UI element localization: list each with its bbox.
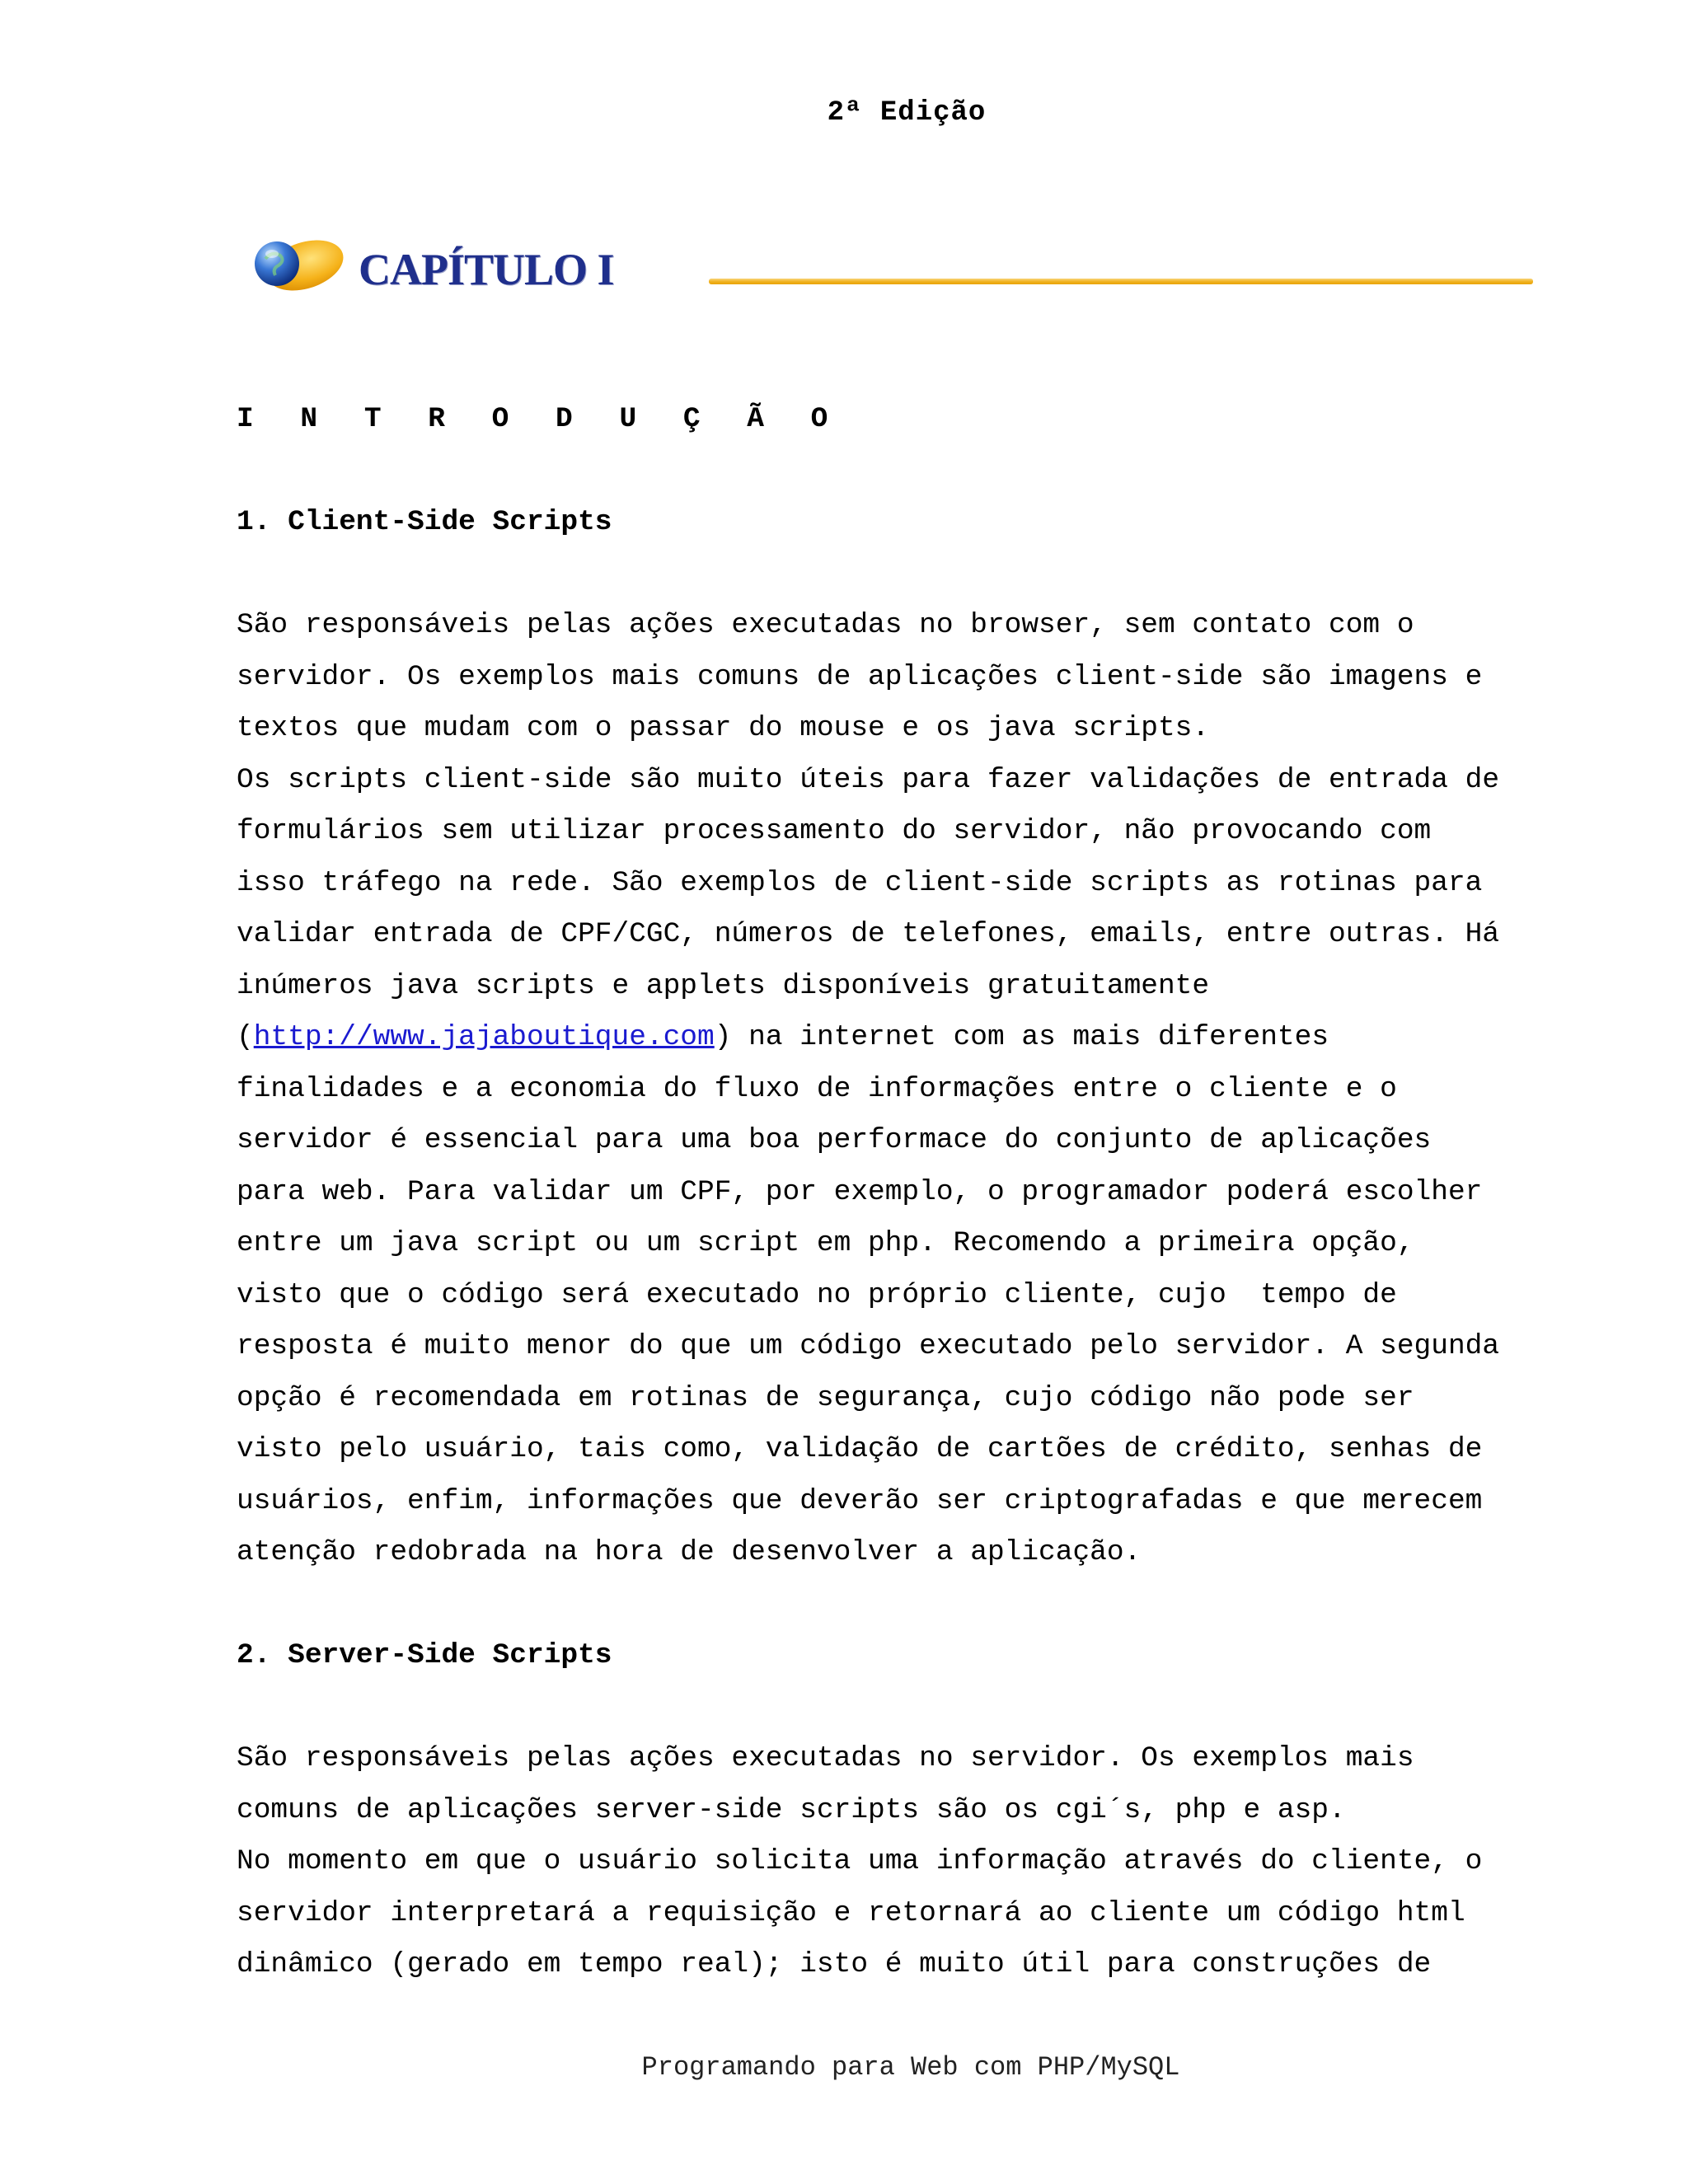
open-paren: ( [237, 1021, 254, 1053]
section-2-body [237, 1733, 1638, 1991]
paragraph-line: formulários sem utilizar processamento do servidor, não provocando com [237, 815, 1432, 847]
paragraph-line: servidor interpretará a requisição e retornará ao cliente um código html [237, 1896, 1465, 1929]
paragraph-line: São responsáveis pelas ações executadas no servidor. Os exemplos mais [237, 1742, 1414, 1774]
paragraph-line: usuários, enfim, informações que deverão ser criptografadas e que merecem [237, 1484, 1483, 1517]
paragraph-line: visto pelo usuário, tais como, validação de cartões de crédito, senhas de [237, 1433, 1483, 1465]
paragraph-line: opção é recomendada em rotinas de segurança, cujo código não pode ser [237, 1381, 1414, 1414]
paragraph-line: visto que o código será executado no próprio cliente, cujo tempo de [237, 1278, 1397, 1311]
jajaboutique-link[interactable]: http://www.jajaboutique.com [253, 1021, 715, 1053]
section-2-heading: 2. Server-Side Scripts [237, 1639, 612, 1671]
section-1-heading: 1. Client-Side Scripts [237, 506, 612, 538]
paragraph-line: servidor. Os exemplos mais comuns de aplicações client-side são imagens e [237, 660, 1483, 693]
paragraph-line: comuns de aplicações server-side scripts são os cgi´s, php e asp. [237, 1793, 1346, 1826]
paragraph-line: para web. Para validar um CPF, por exemplo, o programador poderá escolher [237, 1175, 1483, 1208]
paragraph-line: atenção redobrada na hora de desenvolver a aplicação. [237, 1536, 1142, 1568]
chapter-title: CAPÍTULO I [359, 245, 614, 294]
paragraph-line: isso tráfego na rede. São exemplos de client-side scripts as rotinas para [237, 866, 1483, 899]
paragraph-line: São responsáveis pelas ações executadas no browser, sem contato com o [237, 609, 1414, 641]
globe-swoosh-icon [247, 231, 346, 305]
paragraph-line: servidor é essencial para uma boa performace do conjunto de aplicações [237, 1124, 1432, 1156]
paragraph-line: Os scripts client-side são muito úteis para fazer validações de entrada de [237, 763, 1500, 796]
paragraph-line: entre um java script ou um script em php. Recomendo a primeira opção, [237, 1227, 1414, 1259]
edition-header: 2ª Edição [827, 97, 987, 129]
chapter-divider [709, 279, 1533, 284]
paragraph-line: textos que mudam com o passar do mouse e os java scripts. [237, 712, 1210, 744]
section-1-body [237, 600, 1638, 1579]
paragraph-line: validar entrada de CPF/CGC, números de telefones, emails, entre outras. Há [237, 918, 1500, 950]
paragraph-line: resposta é muito menor do que um código executado pelo servidor. A segunda [237, 1330, 1500, 1362]
document-body [237, 394, 1638, 1991]
paragraph-line-with-link [237, 1012, 1638, 1064]
paragraph-line: No momento em que o usuário solicita uma informação através do cliente, o [237, 1845, 1483, 1877]
paragraph-line: dinâmico (gerado em tempo real); isto é muito útil para construções de [237, 1948, 1432, 1980]
paragraph-line: inúmeros java scripts e applets disponíveis gratuitamente [237, 969, 1210, 1002]
chapter-banner [247, 221, 1550, 312]
paragraph-line: finalidades e a economia do fluxo de informações entre o cliente e o [237, 1072, 1397, 1105]
link-trailing-text: ) na internet com as mais diferentes [714, 1021, 1329, 1053]
introduction-heading: I N T R O D U Ç Ã O [237, 403, 843, 435]
page-footer: Programando para Web com PHP/MySQL [641, 2052, 1180, 2083]
